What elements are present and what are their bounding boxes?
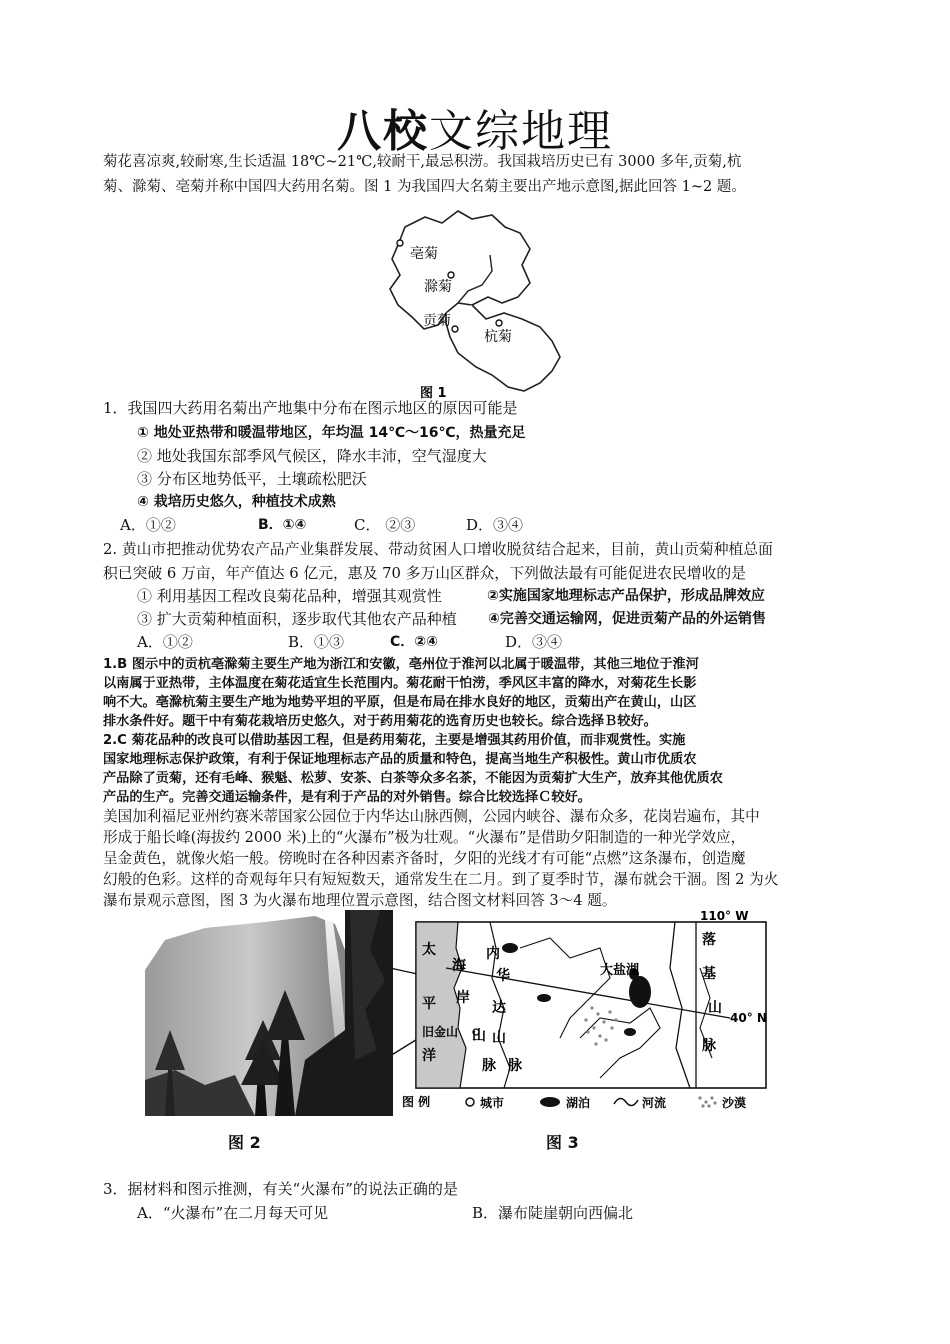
figure-3-caption: 图 3: [546, 1133, 579, 1152]
answer-line-6: 国家地理标志保护政策，有利于保证地理标志产品的质量和特色，提高当地生产积极性。黄山市优质农: [103, 752, 697, 767]
legend-lake-icon: [540, 1097, 560, 1107]
answer-line-3: 响不大。亳滁杭菊主要生产地为地势平坦的平原，但是布局在排水良好的地区，贡菊出产在黄山，山区: [103, 695, 697, 710]
map3-label: 落: [702, 932, 716, 948]
lake-shape: [537, 994, 551, 1002]
answer-line-5: 2.C 菊花品种的改良可以借助基因工程，但是药用菊花，主要是增强其药用价值，而非观赏性。实施: [103, 733, 686, 748]
figure-2-caption: 图 2: [228, 1133, 261, 1152]
answer-line-2: 以南属于亚热带，主体温度在菊花适宜生长范围内。菊花耐干怕涝，季风区丰富的降水，对菊花生长影: [103, 676, 697, 691]
answer-line-1: 1.B 图示中的贡杭亳滁菊主要生产地为浙江和安徽，亳州位于淮河以北属于暖温带，其他三地位于淮河: [103, 657, 699, 672]
great-salt-lake: [629, 976, 651, 1008]
map3-label: 洋: [422, 1048, 436, 1064]
map3-label: 脉: [482, 1058, 496, 1074]
latitude-label: 40° N: [730, 1011, 767, 1025]
q3-stem: 3．据材料和图示推测，有关“火瀑布”的说法正确的是: [103, 1180, 458, 1198]
map3-label: 脉: [508, 1058, 522, 1074]
figure-1-map: [380, 205, 580, 400]
city-marker: [452, 326, 458, 332]
page-title: 八校文综地理: [337, 106, 613, 157]
q2-choice-a[interactable]: A．①②: [137, 633, 193, 651]
passage2-line-4: 幻般的色彩。这样的奇观每年只有短短数天，通常发生在二月。到了夏季时节，瀑布就会干涸。图 2 为火: [103, 871, 779, 888]
map3-label: 达: [492, 1000, 506, 1016]
figure-3-map: [400, 908, 780, 1118]
passage2-line-2: 形成于船长峰(海拔约 2000 米)上的“火瀑布”极为壮观。“火瀑布”是借助夕阳制造的一种光学效应，: [103, 829, 746, 846]
passage2-line-3: 呈金黄色，就像火焰一般。傍晚时在各种因素齐备时，夕阳的光线才有可能“点燃”这条瀑布，创造魔: [103, 850, 746, 867]
city-marker: [448, 272, 454, 278]
figure-1-caption: 图 1: [420, 386, 447, 400]
answer-line-4: 排水条件好。题干中有菊花栽培历史悠久，对于药用菊花的选育历史也较长。综合选择Ｂ较好。: [103, 714, 657, 729]
map1-label: 贡菊: [423, 313, 451, 329]
legend-desert-label: 沙漠: [722, 1096, 747, 1110]
legend-lake-label: 湖泊: [566, 1096, 591, 1110]
map3-label: 山: [492, 1030, 506, 1046]
q2-choice-b[interactable]: B．①③: [288, 633, 345, 651]
map3-label: 岸: [456, 990, 470, 1006]
lake-shape: [502, 943, 518, 953]
map3-label: 山: [708, 1000, 722, 1016]
map3-label: 脉: [702, 1038, 716, 1054]
legend-title: 图 例: [402, 1095, 431, 1109]
map1-label: 亳菊: [410, 246, 438, 262]
map1-label: 杭菊: [484, 329, 512, 345]
q2-choice-d[interactable]: D．③④: [505, 633, 563, 651]
legend-desert-icon: [698, 1096, 716, 1107]
longitude-label: 110° W: [700, 909, 749, 923]
answer-line-8: 产品的生产。完善交通运输条件，是有利于产品的对外销售。综合比较选择Ｃ较好。: [103, 790, 591, 805]
q2-item-4: ④完善交通运输网，促进贡菊产品的外运销售: [488, 611, 766, 627]
q1-item-3: ③ 分布区地势低平，土壤疏松肥沃: [137, 470, 367, 488]
city-marker: [397, 240, 403, 246]
map1-label: 滁菊: [424, 279, 452, 295]
q2-stem-line-2: 积已突破 6 万亩，年产值达 6 亿元，惠及 70 多万山区群众，下列做法最有可能促进农民增收的是: [103, 565, 746, 582]
map3-label: 基: [702, 966, 716, 982]
legend-river-icon: [614, 1098, 638, 1105]
legend-city-label: 城市: [480, 1096, 505, 1110]
answer-line-7: 产品除了贡菊，还有毛峰、猴魁、松萝、安茶、白茶等众多名茶，不能因为贡菊扩大生产，放弃其他优质农: [103, 771, 723, 786]
q1-item-1: ① 地处亚热带和暖温带地区，年均温 14℃～16℃，热量充足: [137, 425, 526, 441]
q1-stem: 1．我国四大药用名菊出产地集中分布在图示地区的原因可能是: [103, 399, 518, 417]
city-marker: [496, 320, 502, 326]
map3-label: 太: [422, 942, 436, 958]
map3-label: 旧金山: [422, 1025, 459, 1039]
q3-choice-b[interactable]: B．瀑布陡崖朝向西偏北: [472, 1204, 634, 1222]
figure-2-photo: [145, 910, 393, 1116]
map3-label: 平: [422, 996, 436, 1012]
q1-item-4: ④ 栽培历史悠久，种植技术成熟: [137, 494, 336, 510]
map3-label: 华: [496, 968, 510, 984]
map3-label: 内: [486, 946, 500, 962]
q1-item-2: ② 地处我国东部季风气候区，降水丰沛，空气湿度大: [137, 447, 487, 465]
map3-label: 山: [472, 1028, 486, 1044]
q2-item-3: ③ 扩大贡菊种植面积，逐步取代其他农产品种植: [137, 610, 457, 628]
q2-choice-c[interactable]: C．②④: [390, 634, 438, 650]
q2-stem-line-1: 2. 黄山市把推动优势农产品产业集群发展、带动贫困人口增收脱贫结合起来，目前，黄山贡菊种植总面: [103, 541, 773, 558]
q3-choice-a[interactable]: A．“火瀑布”在二月每天可见: [137, 1204, 329, 1222]
intro-line-1: 菊花喜凉爽,较耐寒,生长适温 18℃~21℃,较耐干,最忌积涝。我国栽培历史已有 3000 多年,贡菊,杭: [103, 154, 742, 170]
passage2-line-5: 瀑布景观示意图，图 3 为火瀑布地理位置示意图，结合图文材料回答 3～4 题。: [103, 892, 617, 909]
intro-line-2: 菊、滁菊、亳菊并称中国四大药用名菊。图 1 为我国四大名菊主要出产地示意图,据此回答 1~2 题。: [103, 179, 746, 195]
q1-choice-c[interactable]: C． ②③: [354, 516, 416, 534]
q2-item-2: ②实施国家地理标志产品保护，形成品牌效应: [487, 588, 765, 604]
q1-choice-b[interactable]: B．①④: [258, 517, 307, 533]
legend-city-icon: [466, 1098, 474, 1106]
q1-choice-d[interactable]: D．③④: [466, 516, 524, 534]
legend-river-label: 河流: [642, 1096, 667, 1110]
q1-choice-a[interactable]: A．①②: [120, 516, 176, 534]
passage2-line-1: 美国加利福尼亚州约赛米蒂国家公园位于内华达山脉西侧，公园内峡谷、瀑布众多，花岗岩遍布，其中: [103, 808, 760, 825]
map3-label: 海: [452, 958, 466, 974]
lake-shape: [624, 1028, 636, 1036]
q2-item-1: ① 利用基因工程改良菊花品种，增强其观赏性: [137, 587, 442, 605]
map3-label: 大盐湖: [600, 963, 640, 978]
